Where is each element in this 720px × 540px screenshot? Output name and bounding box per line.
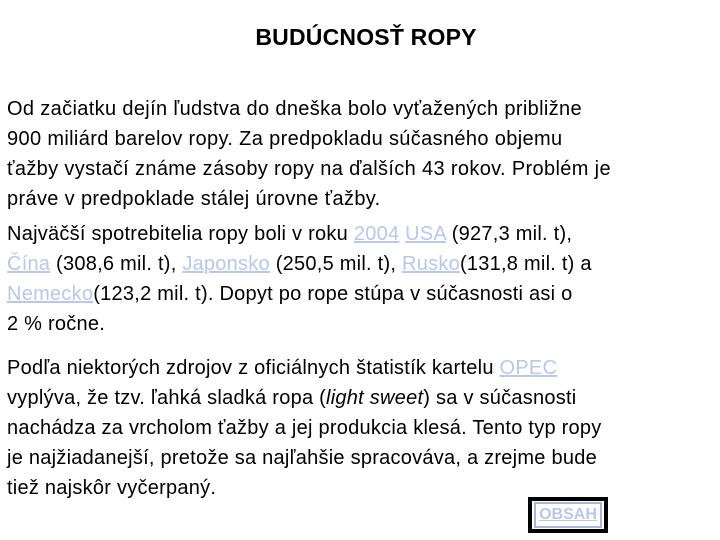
text-line: ťažby vystačí známe zásoby ropy na ďalších 43 rokov. Problém je xyxy=(7,158,611,180)
text-line: tiež najskôr vyčerpaný. xyxy=(7,477,217,499)
paragraph-intro xyxy=(7,94,713,214)
link-usa[interactable]: USA xyxy=(405,223,446,245)
text-segment: (308,6 mil. t), xyxy=(50,253,183,275)
text-segment: ) sa v súčasnosti xyxy=(423,387,577,409)
link-2004[interactable]: 2004 xyxy=(353,223,400,245)
link-nemecko[interactable]: Nemecko xyxy=(7,283,94,305)
text-segment: (250,5 mil. t), xyxy=(269,253,402,275)
obsah-label[interactable]: OBSAH xyxy=(534,502,602,528)
italic-term: light sweet xyxy=(326,387,424,409)
link-opec[interactable]: OPEC xyxy=(499,357,558,379)
text-line: práve v predpoklade stálej úrovne ťažby. xyxy=(7,188,381,210)
page-title: BUDÚCNOSŤ ROPY xyxy=(255,24,477,50)
text-segment: (123,2 mil. t). Dopyt po rope stúpa v súčasnosti asi o xyxy=(93,283,573,305)
obsah-button[interactable] xyxy=(528,497,608,533)
paragraph-consumers xyxy=(7,219,713,339)
link-cina[interactable]: Čína xyxy=(7,253,51,275)
text-segment: (131,8 mil. t) a xyxy=(459,253,592,275)
text-segment: (927,3 mil. t), xyxy=(445,223,573,245)
text-line: Od začiatku dejín ľudstva do dneška bolo vyťažených približne xyxy=(7,98,583,120)
paragraph-opec xyxy=(7,353,713,503)
text-line: je najžiadanejší, pretože sa najľahšie spracováva, a zrejme bude xyxy=(7,447,597,469)
link-rusko[interactable]: Rusko xyxy=(402,253,460,275)
text-segment: 2 % ročne. xyxy=(7,313,106,335)
link-japonsko[interactable]: Japonsko xyxy=(182,253,270,275)
text-segment: vyplýva, že tzv. ľahká sladká ropa ( xyxy=(7,387,327,409)
text-segment: Podľa niektorých zdrojov z oficiálnych štatistík kartelu xyxy=(7,357,500,379)
text-line: nachádza za vrcholom ťažby a jej produkcia klesá. Tento typ ropy xyxy=(7,417,602,439)
text-segment: Najväčší spotrebitelia ropy boli v roku xyxy=(7,223,354,245)
text-line: 900 miliárd barelov ropy. Za predpokladu súčasného objemu xyxy=(7,128,563,150)
